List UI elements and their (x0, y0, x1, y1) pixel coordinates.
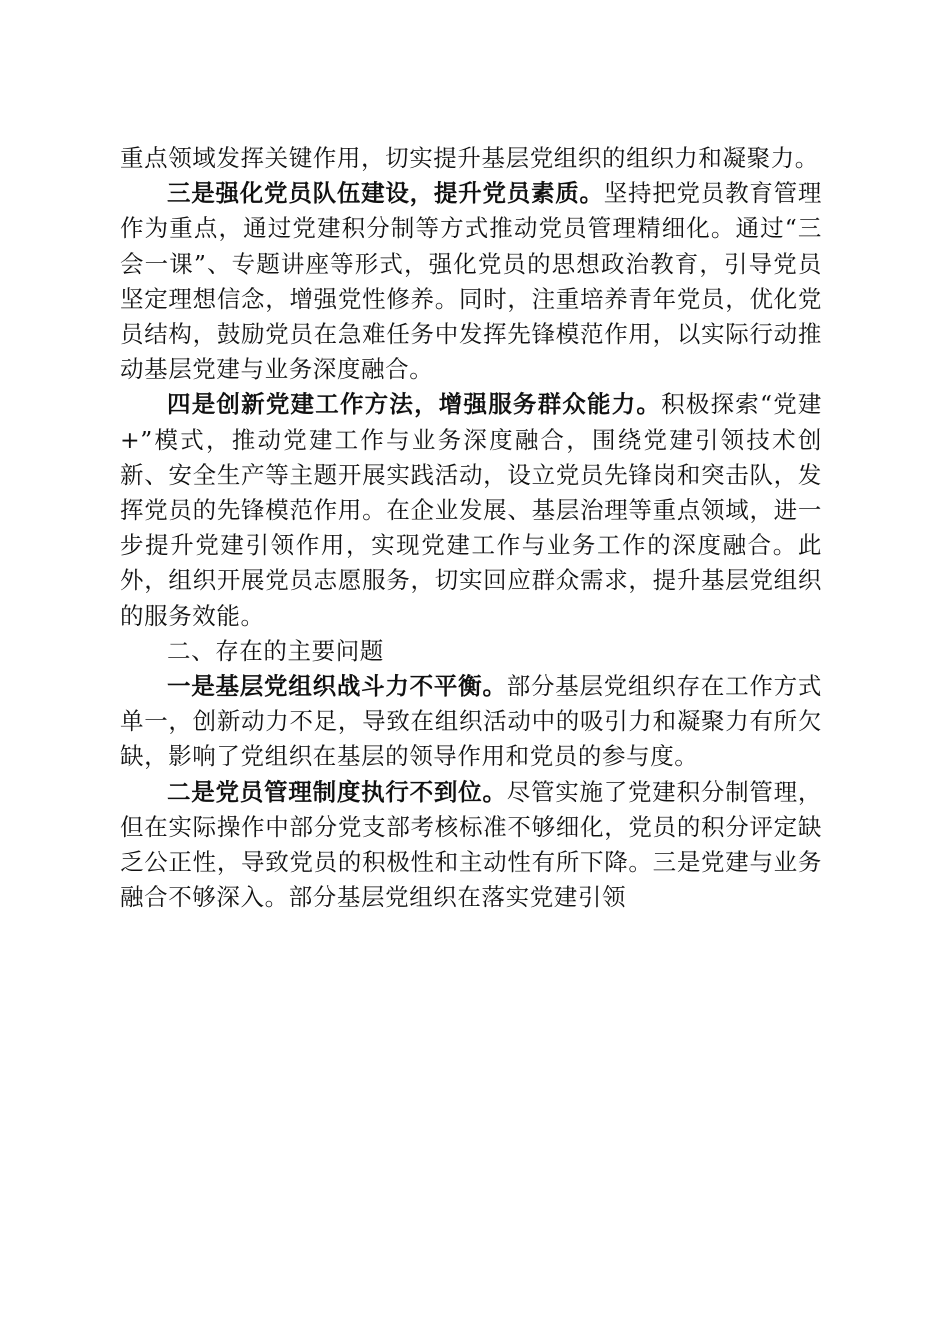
paragraph-issue-one (120, 669, 822, 775)
paragraph-lead: 四是创新党建工作方法，增强服务群众能力。 (167, 390, 662, 419)
paragraph-issue-two (120, 775, 822, 916)
paragraph-continuation (120, 141, 822, 176)
paragraph-point-four (120, 387, 822, 633)
paragraph-body: 部分基层党组织存在工作方式单一，创新动力不足，导致在组织活动中的吸引力和凝聚力有所欠缺，影响了党组织在基层的领导作用和党员的参与度。 (120, 672, 822, 771)
paragraph-body: 坚持把党员教育管理作为重点，通过党建积分制等方式推动党员管理精细化。通过“三会一课”、专题讲座等形式，强化党员的思想政治教育，引导党员坚定理想信念，增强党性修养。同时，注重培养青年党员，优化党员结构，鼓励党员在急难任务中发挥先锋模范作用，以实际行动推动基层党建与业务深度融合。 (120, 179, 822, 384)
paragraph-body: 尽管实施了党建积分制管理，但在实际操作中部分党支部考核标准不够细化，党员的积分评定缺乏公正性，导致党员的积极性和主动性有所下降。三是党建与业务融合不够深入。部分基层党组织在落实党建引领 (120, 777, 822, 912)
paragraph-point-three (120, 176, 822, 387)
paragraph-body: 重点领域发挥关键作用，切实提升基层党组织的组织力和凝聚力。 (120, 144, 819, 172)
document-page (120, 141, 822, 915)
paragraph-lead: 三是强化党员队伍建设，提升党员素质。 (167, 179, 604, 208)
paragraph-lead: 二是党员管理制度执行不到位。 (167, 777, 507, 806)
section-heading: 二、存在的主要问题 (167, 636, 384, 665)
paragraph-lead: 一是基层党组织战斗力不平衡。 (167, 672, 507, 701)
paragraph-body: 积极探索“党建+”模式，推动党建工作与业务深度融合，围绕党建引领技术创新、安全生产等主题开展实践活动，设立党员先锋岗和突击队，发挥党员的先锋模范作用。在企业发展、基层治理等重点领域，进一步提升党建引领作用，实现党建工作与业务工作的深度融合。此外，组织开展党员志愿服务，切实回应群众需求，提升基层党组织的服务效能。 (120, 390, 822, 630)
